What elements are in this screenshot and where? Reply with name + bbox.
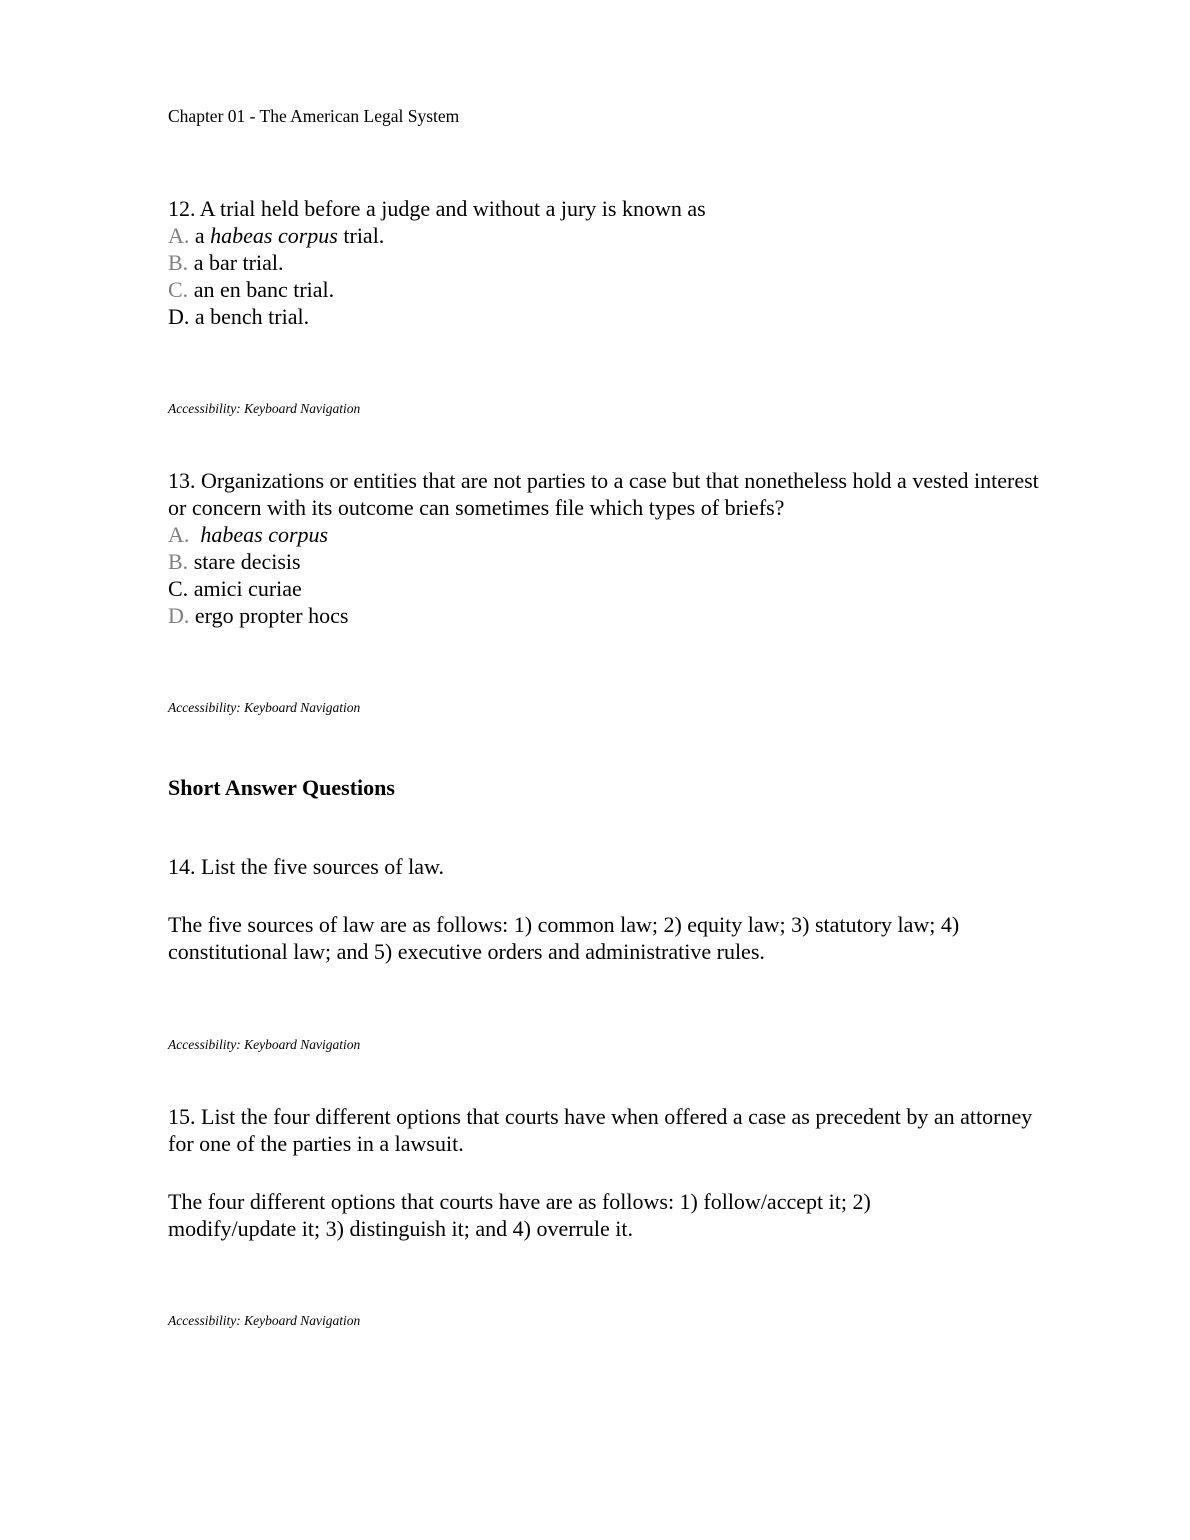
- question-13: [168, 467, 1048, 629]
- accessibility-note: Accessibility: Keyboard Navigation: [168, 700, 361, 715]
- option-a: A. a habeas corpus trial.: [168, 223, 385, 248]
- question-14-answer: The five sources of law are as follows: 1) common law; 2) equity law; 3) statutory law; 4) constitutional law; and 5) executive orders and administrative rules.: [168, 912, 960, 964]
- question-14-stem: 14. List the five sources of law.: [168, 854, 444, 879]
- question-stem: 12. A trial held before a judge and without a jury is known as: [168, 196, 706, 221]
- question-12: [168, 195, 1048, 330]
- section-title: Short Answer Questions: [168, 775, 395, 800]
- option-c: C. an en banc trial.: [168, 277, 335, 302]
- accessibility-note: Accessibility: Keyboard Navigation: [168, 401, 361, 416]
- option-a: A. habeas corpus: [168, 522, 329, 547]
- option-c-correct: C. amici curiae: [168, 576, 302, 601]
- page-header: Chapter 01 - The American Legal System: [168, 106, 460, 126]
- option-d: D. ergo propter hocs: [168, 603, 349, 628]
- question-15-stem: 15. List the four different options that courts have when offered a case as precedent by an attorney for one of the parties in a lawsuit.: [168, 1104, 1033, 1156]
- accessibility-note: Accessibility: Keyboard Navigation: [168, 1037, 361, 1052]
- accessibility-note: Accessibility: Keyboard Navigation: [168, 1313, 361, 1328]
- option-b: B. a bar trial.: [168, 250, 284, 275]
- question-15-answer: The four different options that courts have are as follows: 1) follow/accept it; 2) modify/update it; 3) distinguish it; and 4) overrule it.: [168, 1189, 871, 1241]
- option-b: B. stare decisis: [168, 549, 301, 574]
- question-stem: 13. Organizations or entities that are not parties to a case but that nonetheless hold a vested interest or concern with its outcome can sometimes file which types of briefs?: [168, 468, 1039, 520]
- option-d-correct: D. a bench trial.: [168, 304, 310, 329]
